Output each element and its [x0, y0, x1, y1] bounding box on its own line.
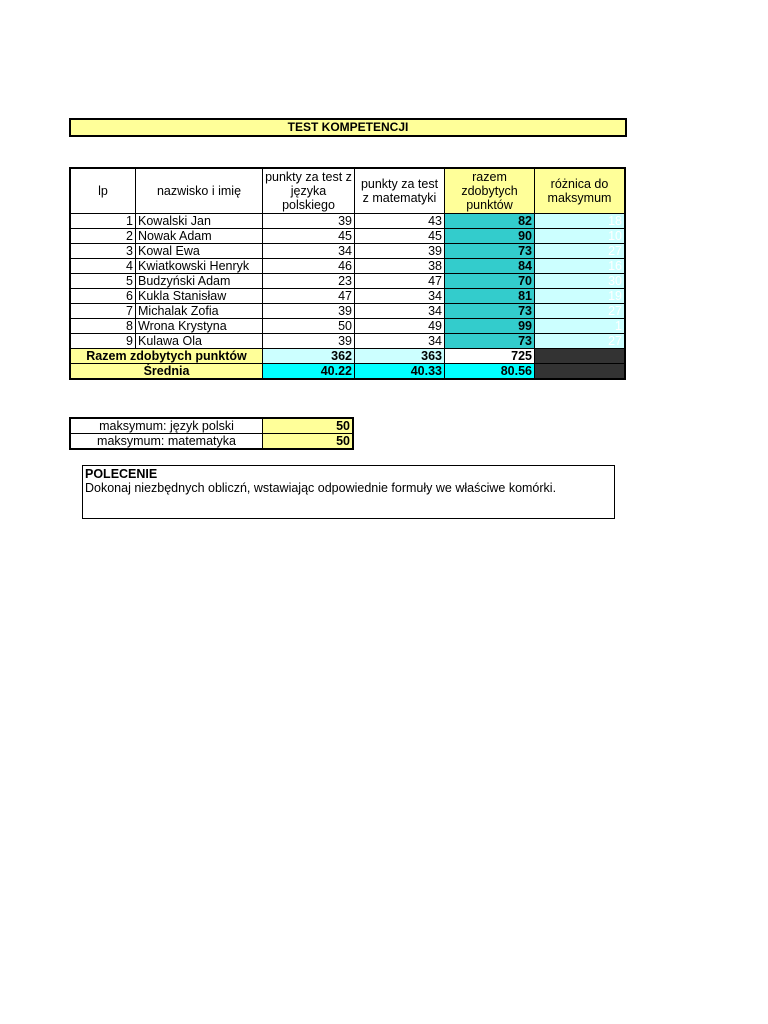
cell-diff[interactable]: 27 — [535, 304, 626, 319]
cell-name[interactable]: Kulawa Ola — [136, 334, 263, 349]
cell-sum[interactable]: 73 — [445, 304, 535, 319]
cell-math[interactable]: 38 — [355, 259, 445, 274]
header-lp[interactable]: lp — [70, 168, 136, 214]
cell-diff[interactable]: 10 — [535, 229, 626, 244]
cell-name[interactable]: Budzyński Adam — [136, 274, 263, 289]
max-row — [70, 434, 353, 450]
cell-math[interactable]: 49 — [355, 319, 445, 334]
task-text: Dokonaj niezbędnych obliczń, wstawiając odpowiednie formuły we właściwe komórki. — [85, 481, 557, 495]
header-sum[interactable]: razem zdobytych punktów — [445, 168, 535, 214]
cell-polish[interactable]: 50 — [263, 319, 355, 334]
cell-lp[interactable]: 4 — [70, 259, 136, 274]
task-title: POLECENIE — [85, 467, 158, 481]
cell-lp[interactable]: 5 — [70, 274, 136, 289]
totals-math[interactable]: 363 — [355, 349, 445, 364]
header-polish[interactable]: punkty za test z języka polskiego — [263, 168, 355, 214]
cell-polish[interactable]: 34 — [263, 244, 355, 259]
table-row — [70, 244, 625, 259]
totals-polish[interactable]: 362 — [263, 349, 355, 364]
max-polish-value[interactable]: 50 — [263, 418, 354, 434]
table-row — [70, 229, 625, 244]
cell-lp[interactable]: 2 — [70, 229, 136, 244]
cell-diff[interactable]: 16 — [535, 259, 626, 274]
cell-diff[interactable]: 19 — [535, 289, 626, 304]
table-row — [70, 289, 625, 304]
cell-math[interactable]: 34 — [355, 334, 445, 349]
cell-sum[interactable]: 84 — [445, 259, 535, 274]
average-polish[interactable]: 40.22 — [263, 364, 355, 380]
cell-diff[interactable]: 30 — [535, 274, 626, 289]
cell-polish[interactable]: 45 — [263, 229, 355, 244]
totals-sum[interactable]: 725 — [445, 349, 535, 364]
cell-name[interactable]: Kowalski Jan — [136, 214, 263, 229]
cell-lp[interactable]: 6 — [70, 289, 136, 304]
cell-math[interactable]: 34 — [355, 289, 445, 304]
task-box[interactable] — [82, 465, 615, 519]
cell-sum[interactable]: 81 — [445, 289, 535, 304]
cell-sum[interactable]: 90 — [445, 229, 535, 244]
cell-diff[interactable]: 27 — [535, 334, 626, 349]
totals-label[interactable]: Razem zdobytych punktów — [70, 349, 263, 364]
cell-name[interactable]: Nowak Adam — [136, 229, 263, 244]
cell-math[interactable]: 43 — [355, 214, 445, 229]
cell-diff[interactable]: 1 — [535, 319, 626, 334]
cell-sum[interactable]: 70 — [445, 274, 535, 289]
cell-polish[interactable]: 39 — [263, 334, 355, 349]
table-row — [70, 274, 625, 289]
cell-sum[interactable]: 82 — [445, 214, 535, 229]
cell-math[interactable]: 34 — [355, 304, 445, 319]
average-math[interactable]: 40.33 — [355, 364, 445, 380]
header-name[interactable]: nazwisko i imię — [136, 168, 263, 214]
cell-lp[interactable]: 3 — [70, 244, 136, 259]
table-row — [70, 214, 625, 229]
header-math[interactable]: punkty za test z matematyki — [355, 168, 445, 214]
cell-polish[interactable]: 46 — [263, 259, 355, 274]
totals-row — [70, 349, 625, 364]
cell-name[interactable]: Michalak Zofia — [136, 304, 263, 319]
table-row — [70, 319, 625, 334]
cell-polish[interactable]: 39 — [263, 304, 355, 319]
average-sum[interactable]: 80.56 — [445, 364, 535, 380]
average-label[interactable]: Średnia — [70, 364, 263, 380]
average-row — [70, 364, 625, 380]
cell-polish[interactable]: 39 — [263, 214, 355, 229]
cell-lp[interactable]: 8 — [70, 319, 136, 334]
totals-diff-empty[interactable] — [535, 349, 626, 364]
max-math-value[interactable]: 50 — [263, 434, 354, 450]
cell-sum[interactable]: 99 — [445, 319, 535, 334]
cell-name[interactable]: Kwiatkowski Henryk — [136, 259, 263, 274]
header-diff[interactable]: różnica do maksymum — [535, 168, 626, 214]
table-row — [70, 259, 625, 274]
max-math-label[interactable]: maksymum: matematyka — [70, 434, 263, 450]
maximum-table — [69, 417, 354, 450]
cell-name[interactable]: Wrona Krystyna — [136, 319, 263, 334]
cell-math[interactable]: 39 — [355, 244, 445, 259]
cell-math[interactable]: 47 — [355, 274, 445, 289]
cell-diff[interactable]: 27 — [535, 244, 626, 259]
cell-name[interactable]: Kukla Stanisław — [136, 289, 263, 304]
sheet-title[interactable]: TEST KOMPETENCJI — [69, 118, 627, 137]
max-row — [70, 418, 353, 434]
average-diff-empty[interactable] — [535, 364, 626, 380]
cell-lp[interactable]: 1 — [70, 214, 136, 229]
cell-lp[interactable]: 9 — [70, 334, 136, 349]
cell-sum[interactable]: 73 — [445, 334, 535, 349]
cell-name[interactable]: Kowal Ewa — [136, 244, 263, 259]
table-row — [70, 334, 625, 349]
cell-polish[interactable]: 47 — [263, 289, 355, 304]
header-row — [70, 168, 625, 214]
max-polish-label[interactable]: maksymum: język polski — [70, 418, 263, 434]
cell-math[interactable]: 45 — [355, 229, 445, 244]
cell-sum[interactable]: 73 — [445, 244, 535, 259]
results-table — [69, 167, 626, 380]
cell-diff[interactable]: 18 — [535, 214, 626, 229]
table-row — [70, 304, 625, 319]
cell-polish[interactable]: 23 — [263, 274, 355, 289]
cell-lp[interactable]: 7 — [70, 304, 136, 319]
